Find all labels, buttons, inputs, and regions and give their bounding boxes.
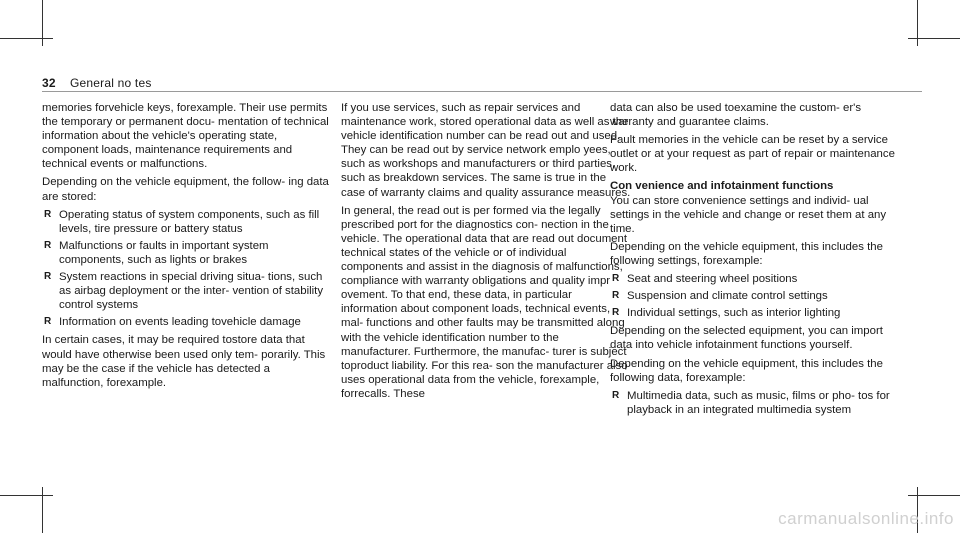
bullet-list	[610, 389, 900, 417]
paragraph: Fault memories in the vehicle can be reset by a service outlet or at your request as part of repair or maintenance work.	[610, 134, 895, 175]
crop-mark-bottom-left-h	[0, 495, 53, 496]
list-item: R Operating status of system components, such as fill levels, tire pressure or battery status	[44, 208, 320, 235]
crop-mark-bottom-right-h	[908, 495, 960, 496]
paragraph: In certain cases, it may be required tostore data that would have otherwise been used only tem‐ porarily. This may be the case if the vehicle has detected a malfunction, forexample.	[42, 334, 326, 389]
bullet-icon: R	[44, 271, 52, 283]
list-item: R Suspension and climate control settings	[612, 290, 828, 303]
bullet-icon: R	[44, 316, 52, 328]
bullet-icon: R	[44, 208, 52, 220]
bullet-icon: R	[612, 389, 620, 401]
text-column-1	[42, 101, 332, 394]
paragraph: If you use services, such as repair services and maintenance work, stored operational data as well as the vehicle identification number can be read out and used. They can be read out by service network emplo yees, such as workshops and manufacturers or third parties, such as breakdown services. The same is true in the case of warranty claims and quality assurance measures.	[341, 102, 631, 199]
list-item: R Seat and steering wheel positions	[612, 273, 798, 286]
list-item: R Multimedia data, such as music, films or pho‐ tos for playback in an integrated multimedia system	[612, 389, 890, 416]
crop-mark-top-right-v	[917, 0, 918, 46]
text-column-2	[341, 101, 631, 405]
page-number: 32	[42, 76, 56, 90]
paragraph: data can also be used toexamine the custom‐ er's warranty and guarantee claims.	[610, 102, 862, 129]
list-item: R Malfunctions or faults in important system components, such as lights or brakes	[44, 239, 269, 266]
crop-mark-top-right-h	[908, 38, 960, 39]
paragraph: In general, the read out is per formed via the legally prescribed port for the diagnostics con‐ nection in the vehicle. The operational data that are read out document technical states of the vehicle or of individual components and assist in the diagnosis of malfunctions, compliance with warranty obligations and quality impr ovement. To that end, these data, in particular information about component loads, technical events, mal‐ functions and other faults may be transmitted along with the vehicle identification number to the manufacturer. Furthermore, the manufac‐ turer is subject toproduct liability. For this rea‐ son the manufacturer also uses operational data from the vehicle, forexample, forrecalls. These	[341, 204, 628, 400]
list-item: R Information on events leading tovehicle damage	[44, 316, 301, 329]
section-heading: Con venience and infotainment functions	[610, 180, 834, 193]
paragraph: Depending on the vehicle equipment, this includes the following data, forexample:	[610, 357, 883, 384]
list-item: R Individual settings, such as interior lighting	[612, 307, 841, 320]
bullet-icon: R	[612, 273, 620, 285]
paragraph: You can store convenience settings and individ‐ ual settings in the vehicle and change or reset them at any time.	[610, 194, 887, 235]
page-header	[42, 76, 922, 94]
paragraph: Depending on the selected equipment, you can import data into vehicle infotainment functions yourself.	[610, 325, 883, 352]
crop-mark-top-left-h	[0, 38, 53, 39]
list-item: R System reactions in special driving situa‐ tions, such as airbag deployment or the inter‐ vention of stability control systems	[44, 271, 324, 312]
paragraph: Depending on the vehicle equipment, the follow‐ ing data are stored:	[42, 176, 329, 203]
paragraph: Depending on the vehicle equipment, this includes the following settings, forexample:	[610, 240, 883, 267]
text-column-3	[610, 101, 900, 421]
section-title: General no tes	[70, 76, 152, 90]
crop-mark-top-left-v	[42, 0, 43, 46]
bullet-icon: R	[44, 239, 52, 251]
bullet-list	[42, 208, 332, 330]
watermark-text: carmanualsonline.info	[778, 509, 954, 528]
header-divider	[42, 91, 922, 92]
bullet-icon: R	[612, 290, 620, 302]
bullet-list	[610, 272, 900, 320]
crop-mark-bottom-left-v	[42, 487, 43, 533]
paragraph: memories forvehicle keys, forexample. Their use permits the temporary or permanent docu‐ mentation of technical information about the vehicle's operating state, component loads, maintenance requirements and technical events or malfunctions.	[42, 102, 329, 171]
bullet-icon: R	[612, 307, 620, 319]
